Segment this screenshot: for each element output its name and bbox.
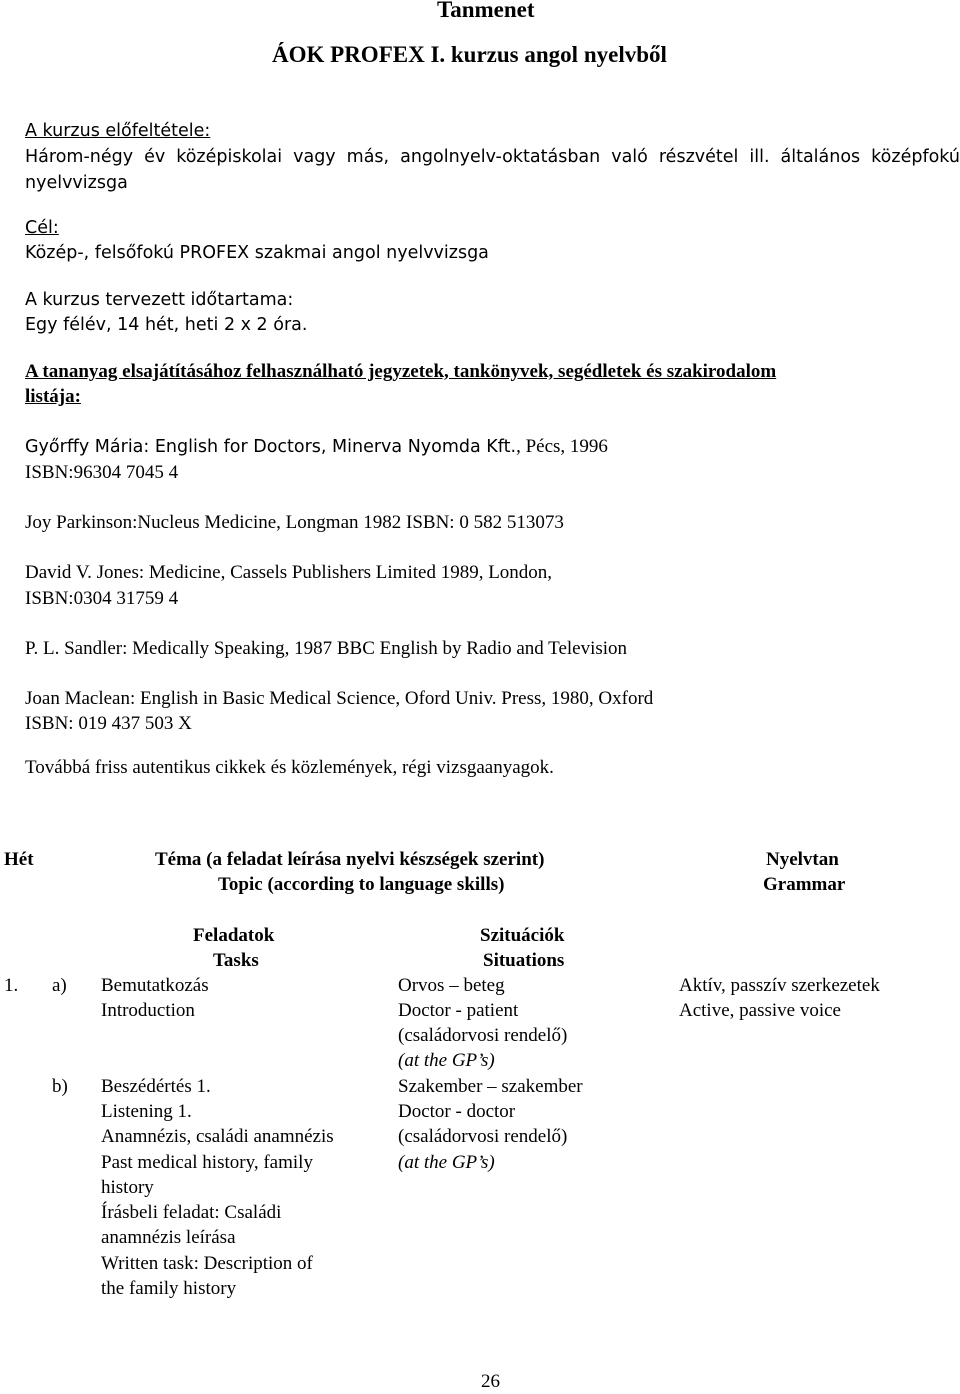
task-a-2: Introduction [101, 1000, 195, 1021]
prerequisite-text-line2: nyelvvizsga [25, 173, 128, 193]
reference-5-isbn: ISBN: 019 437 503 X [25, 713, 192, 734]
page-subtitle: ÁOK PROFEX I. kurzus angol nyelvből [272, 42, 667, 67]
reference-1-isbn: ISBN:96304 7045 4 [25, 462, 179, 483]
task-b-3: Anamnézis, családi anamnézis [101, 1126, 334, 1147]
situation-b-2: Doctor - doctor [398, 1101, 516, 1122]
column-tasks-en: Tasks [213, 950, 259, 971]
extra-materials: Továbbá friss autentikus cikkek és közlemények, régi vizsgaanyagok. [25, 757, 554, 778]
column-week: Hét [4, 849, 34, 870]
task-b-7: anamnézis leírása [101, 1227, 236, 1248]
grammar-a-1: Aktív, passzív szerkezetek [679, 975, 880, 996]
reference-1-place: , Pécs, 1996 [516, 436, 608, 457]
goal-text: Közép-, felsőfokú PROFEX szakmai angol nyelvvizsga [25, 243, 489, 263]
column-topic-en: Topic (according to language skills) [218, 874, 505, 895]
situation-a-2: Doctor - patient [398, 1000, 519, 1021]
column-situations-en: Situations [483, 950, 565, 971]
page-title: Tanmenet [437, 0, 535, 22]
situation-b-1: Szakember – szakember [398, 1076, 583, 1097]
task-b-8: Written task: Description of [101, 1253, 313, 1274]
task-b-5: history [101, 1177, 154, 1198]
task-b-1: Beszédértés 1. [101, 1076, 211, 1097]
prerequisite-text-line1: Három-négy év középiskolai vagy más, angolnyelv-oktatásban való részvétel ill. általános középfokú [25, 147, 960, 167]
task-b-2: Listening 1. [101, 1101, 192, 1122]
reference-1 [25, 434, 608, 460]
prerequisite-label: A kurzus előfeltétele: [25, 121, 211, 141]
column-topic-hu: Téma (a feladat leírása nyelvi készségek szerint) [155, 849, 545, 870]
reference-3: David V. Jones: Medicine, Cassels Publishers Limited 1989, London, [25, 562, 553, 583]
reference-2: Joy Parkinson:Nucleus Medicine, Longman 1982 ISBN: 0 582 513073 [25, 512, 564, 533]
column-grammar-hu: Nyelvtan [766, 849, 839, 870]
reference-5: Joan Maclean: English in Basic Medical Science, Oford Univ. Press, 1980, Oxford [25, 688, 654, 709]
item-letter-b: b) [52, 1076, 68, 1097]
task-b-6: Írásbeli feladat: Családi [101, 1202, 282, 1223]
duration-label: A kurzus tervezett időtartama: [25, 290, 294, 310]
goal-label: Cél: [25, 218, 59, 238]
situation-a-4: (at the GP’s) [398, 1050, 495, 1071]
page-number: 26 [481, 1371, 500, 1392]
column-tasks-hu: Feladatok [193, 925, 275, 946]
task-b-4: Past medical history, family [101, 1152, 313, 1173]
situation-a-3: (családorvosi rendelő) [398, 1025, 568, 1046]
task-b-9: the family history [101, 1278, 237, 1299]
materials-label-line1: A tananyag elsajátításához felhasználható jegyzetek, tankönyvek, segédletek és szakirodalom [25, 361, 777, 382]
item-letter-a: a) [52, 975, 67, 996]
column-grammar-en: Grammar [763, 874, 846, 895]
column-situations-hu: Szituációk [480, 925, 565, 946]
reference-1-title: Győrffy Mária: English for Doctors, Minerva Nyomda Kft. [25, 437, 517, 457]
duration-text: Egy félév, 14 hét, heti 2 x 2 óra. [25, 315, 308, 335]
situation-b-4: (at the GP’s) [398, 1152, 495, 1173]
reference-3-isbn: ISBN:0304 31759 4 [25, 588, 179, 609]
reference-4: P. L. Sandler: Medically Speaking, 1987 BBC English by Radio and Television [25, 638, 628, 659]
week-number: 1. [4, 975, 19, 996]
situation-a-1: Orvos – beteg [398, 975, 505, 996]
materials-label-line2: listája: [25, 386, 81, 407]
task-a-1: Bemutatkozás [101, 975, 209, 996]
grammar-a-2: Active, passive voice [679, 1000, 841, 1021]
situation-b-3: (családorvosi rendelő) [398, 1126, 568, 1147]
